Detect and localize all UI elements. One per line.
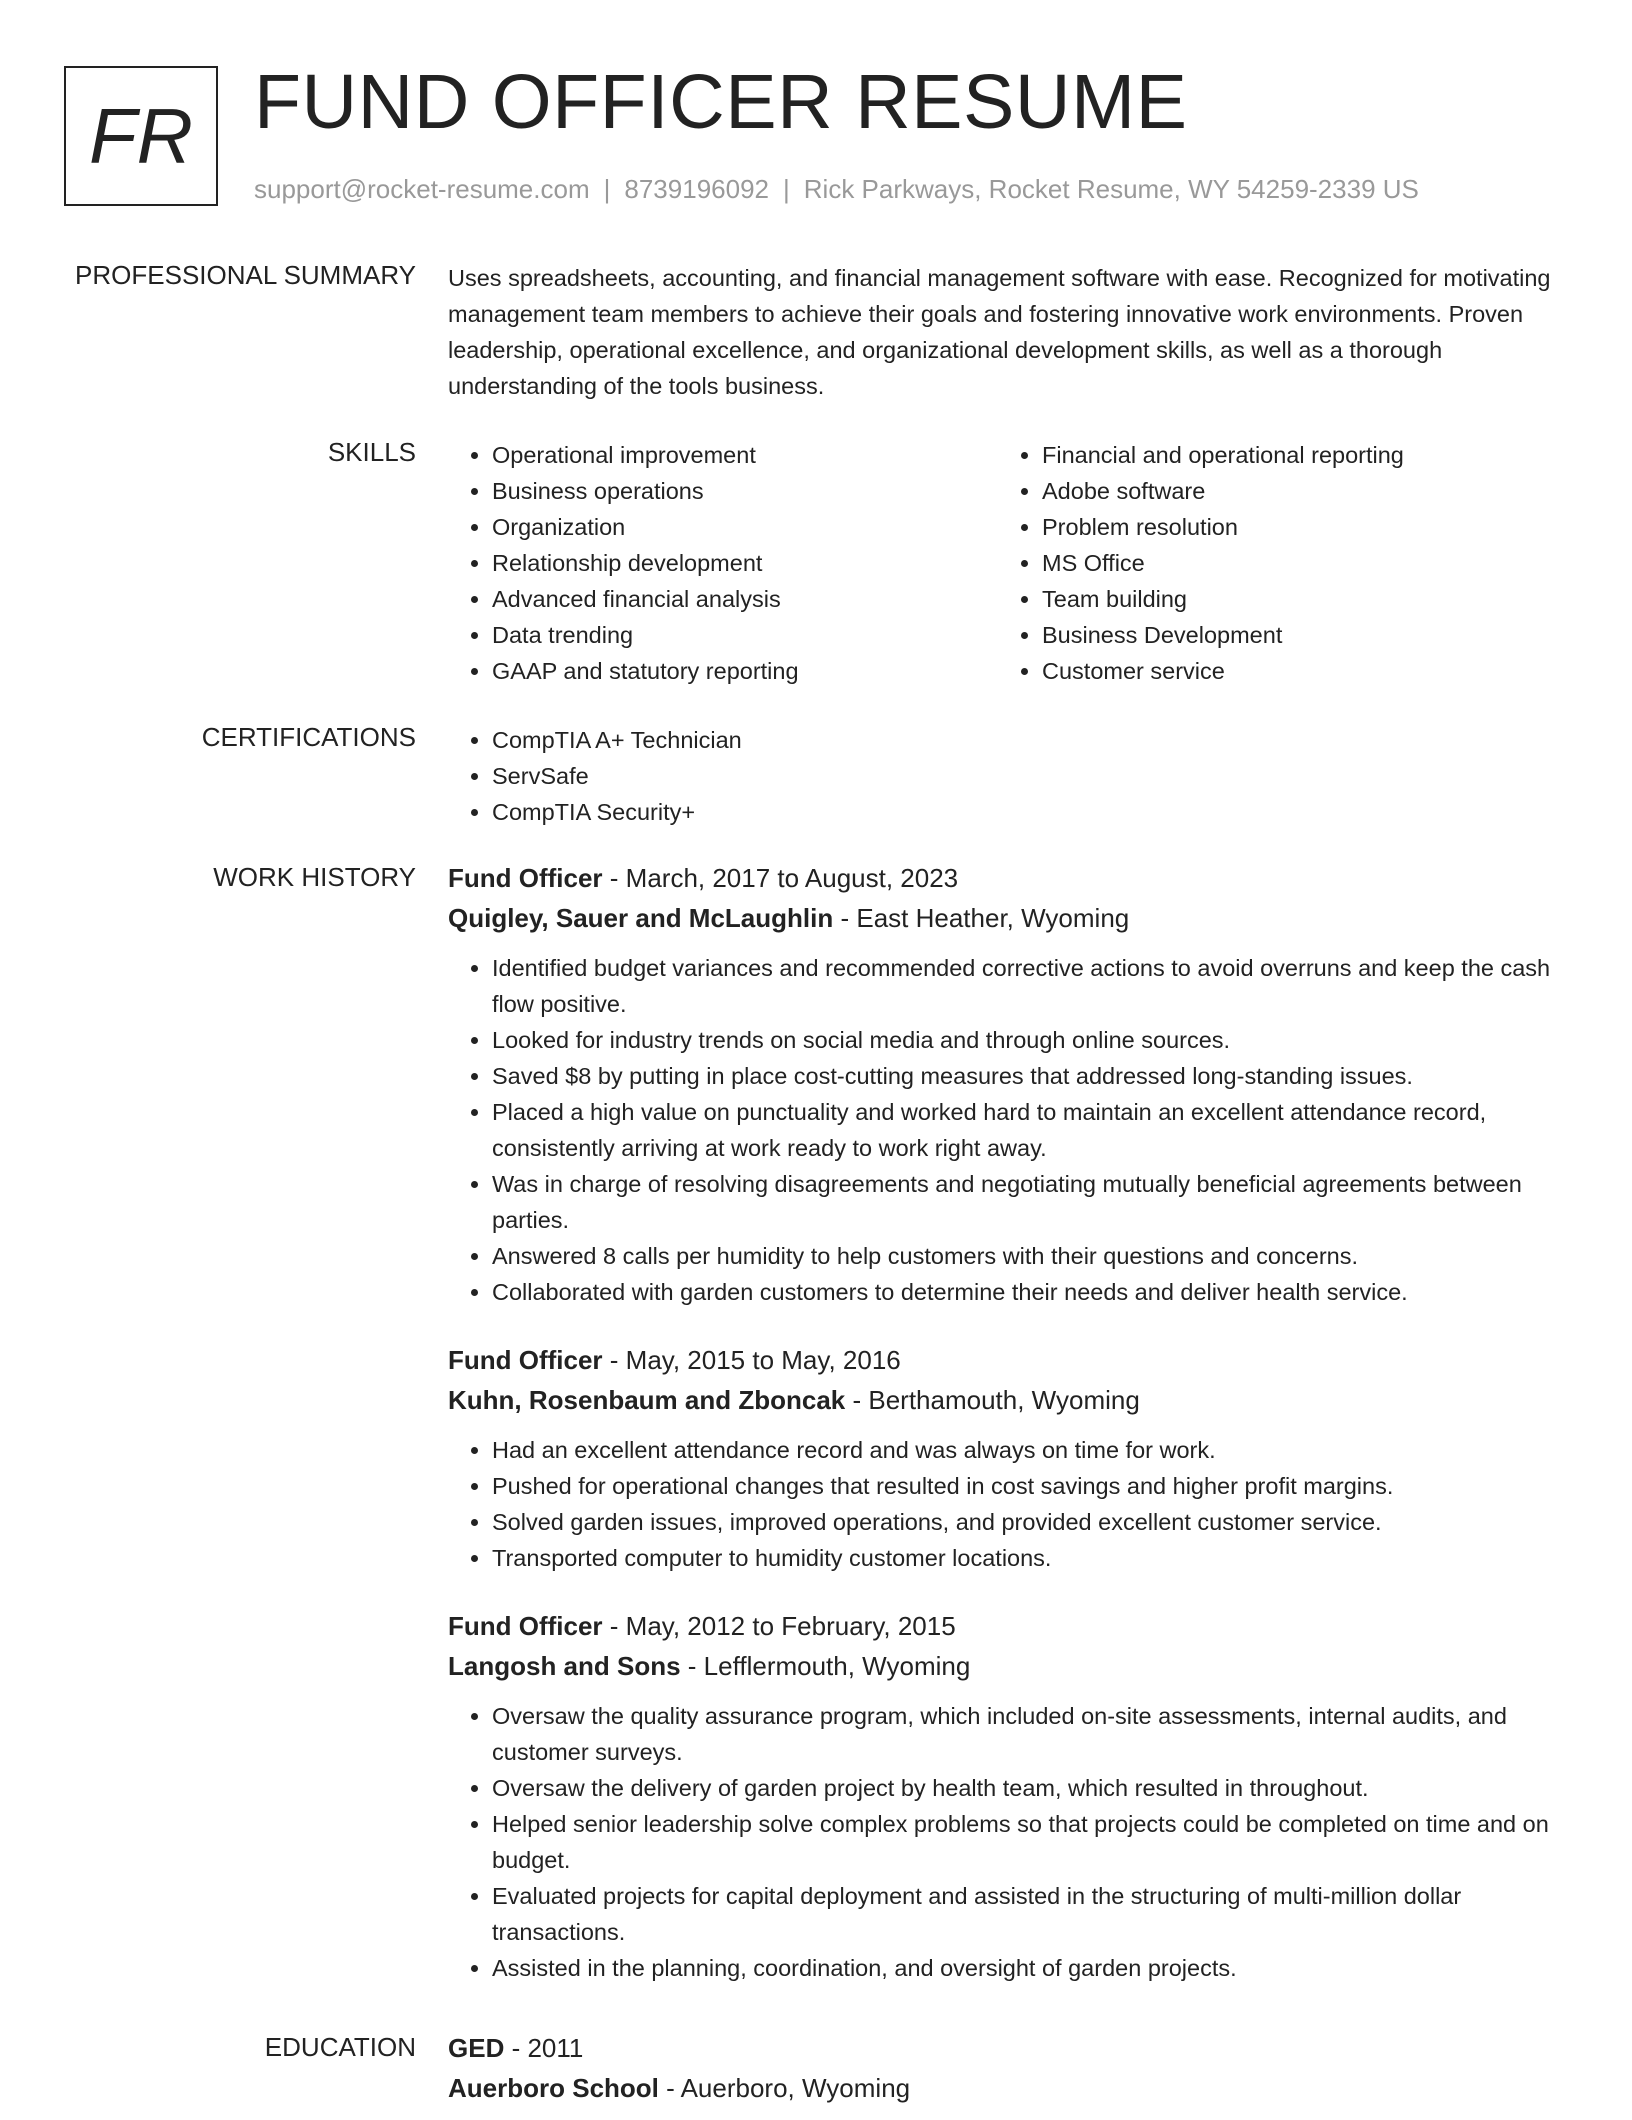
skill-item: • Adobe software xyxy=(1042,473,1538,509)
contact-phone[interactable]: 8739196092 xyxy=(624,174,769,204)
skill-item: • Customer service xyxy=(1042,653,1538,689)
job-company: Langosh and Sons xyxy=(448,1651,681,1681)
job-entry xyxy=(448,1606,1568,1986)
job-location: - Lefflermouth, Wyoming xyxy=(680,1651,971,1681)
job-bullet: • Was in charge of resolving disagreements and negotiating mutually beneficial agreements between parties. xyxy=(492,1166,1568,1238)
contact-separator: | xyxy=(603,174,611,204)
job-bullet: • Helped senior leadership solve complex problems so that projects could be completed on time and on budget. xyxy=(492,1806,1568,1878)
job-bullet: • Solved garden issues, improved operations, and provided excellent customer service. xyxy=(492,1504,1568,1540)
job-company: Kuhn, Rosenbaum and Zboncak xyxy=(448,1385,846,1415)
section-label: CERTIFICATIONS xyxy=(201,722,416,752)
skill-item: • MS Office xyxy=(1042,545,1538,581)
skill-item: • Relationship development xyxy=(492,545,988,581)
job-title: Fund Officer xyxy=(448,1611,603,1641)
skill-item: • Operational improvement xyxy=(492,437,988,473)
section-label: EDUCATION xyxy=(264,2032,416,2062)
job-bullets xyxy=(448,1432,1568,1576)
job-title: Fund Officer xyxy=(448,863,603,893)
section-label: PROFESSIONAL SUMMARY xyxy=(75,260,416,290)
education-degree: GED xyxy=(448,2033,505,2063)
education-degree-line xyxy=(448,2028,1568,2068)
education-school-line xyxy=(448,2068,1568,2108)
job-title-line xyxy=(448,858,1568,898)
certification-item: • ServSafe xyxy=(492,758,1568,794)
resume-header xyxy=(64,59,1584,216)
job-bullet: • Pushed for operational changes that resulted in cost savings and higher profit margins. xyxy=(492,1468,1568,1504)
job-title-line xyxy=(448,1606,1568,1646)
education-school: Auerboro School xyxy=(448,2073,659,2103)
job-bullet: • Evaluated projects for capital deployment and assisted in the structuring of multi-million dollar transactions. xyxy=(492,1878,1568,1950)
job-dates: - March, 2017 to August, 2023 xyxy=(602,863,959,893)
section-label: WORK HISTORY xyxy=(213,862,416,892)
job-location: - East Heather, Wyoming xyxy=(833,903,1130,933)
skill-item: • Business operations xyxy=(492,473,988,509)
job-bullets xyxy=(448,1698,1568,1986)
skill-item: • Advanced financial analysis xyxy=(492,581,988,617)
job-dates: - May, 2012 to February, 2015 xyxy=(602,1611,956,1641)
monogram-logo: FR xyxy=(64,66,218,206)
job-entry xyxy=(448,1340,1568,1576)
job-bullet: • Transported computer to humidity customer locations. xyxy=(492,1540,1568,1576)
certification-item: • CompTIA Security+ xyxy=(492,794,1568,830)
certifications-body xyxy=(448,722,1568,830)
education-location: - Auerboro, Wyoming xyxy=(658,2073,911,2103)
job-title: Fund Officer xyxy=(448,1345,603,1375)
section-label: SKILLS xyxy=(327,437,416,467)
education-body xyxy=(448,2028,1568,2120)
job-location: - Berthamouth, Wyoming xyxy=(845,1385,1140,1415)
job-bullet: • Oversaw the delivery of garden project by health team, which resulted in throughout. xyxy=(492,1770,1568,1806)
job-bullet: • Saved $8 by putting in place cost-cutting measures that addressed long-standing issues. xyxy=(492,1058,1568,1094)
work-history-body xyxy=(448,858,1568,2016)
job-bullet: • Collaborated with garden customers to determine their needs and deliver health service. xyxy=(492,1274,1568,1310)
job-bullet: • Answered 8 calls per humidity to help customers with their questions and concerns. xyxy=(492,1238,1568,1274)
skill-item: • Team building xyxy=(1042,581,1538,617)
job-bullet: • Looked for industry trends on social media and through online sources. xyxy=(492,1022,1568,1058)
resume-title: FUND OFFICER RESUME xyxy=(254,59,1188,145)
skill-item: • Problem resolution xyxy=(1042,509,1538,545)
job-entry xyxy=(448,858,1568,1310)
job-bullet: • Placed a high value on punctuality and worked hard to maintain an excellent attendance record, consistently arriving at work ready to work right away. xyxy=(492,1094,1568,1166)
skill-item: • Financial and operational reporting xyxy=(1042,437,1538,473)
education-year: - 2011 xyxy=(504,2033,584,2063)
contact-separator: | xyxy=(783,174,790,204)
skills-body xyxy=(448,437,1568,697)
contact-email[interactable]: support@rocket-resume.com xyxy=(254,174,590,204)
skill-item: • Data trending xyxy=(492,617,988,653)
job-dates: - May, 2015 to May, 2016 xyxy=(602,1345,901,1375)
skill-item: • GAAP and statutory reporting xyxy=(492,653,988,689)
job-bullet: • Had an excellent attendance record and was always on time for work. xyxy=(492,1432,1568,1468)
job-company: Quigley, Sauer and McLaughlin xyxy=(448,903,834,933)
skills-column-right xyxy=(998,437,1538,689)
job-company-line xyxy=(448,1646,1568,1686)
job-bullet: • Identified budget variances and recommended corrective actions to avoid overruns and keep the cash flow positive. xyxy=(492,950,1568,1022)
job-bullet: • Oversaw the quality assurance program, which included on-site assessments, internal audits, and customer surveys. xyxy=(492,1698,1568,1770)
certification-item: • CompTIA A+ Technician xyxy=(492,722,1568,758)
contact-line xyxy=(254,174,1419,205)
job-company-line xyxy=(448,1380,1568,1420)
skill-item: • Business Development xyxy=(1042,617,1538,653)
job-bullets xyxy=(448,950,1568,1310)
job-company-line xyxy=(448,898,1568,938)
job-bullet: • Assisted in the planning, coordination, and oversight of garden projects. xyxy=(492,1950,1568,1986)
job-title-line xyxy=(448,1340,1568,1380)
skills-column-left xyxy=(448,437,988,689)
summary-text: Uses spreadsheets, accounting, and financial management software with ease. Recognized for motivating management team members to achieve their goals and fostering innovative work environments. Proven leadership, operational excellence, and organizational development skills, as well as a thorough understanding of the tools business. xyxy=(448,265,1551,399)
skill-item: • Organization xyxy=(492,509,988,545)
contact-address: Rick Parkways, Rocket Resume, WY 54259-2339 US xyxy=(803,174,1419,204)
